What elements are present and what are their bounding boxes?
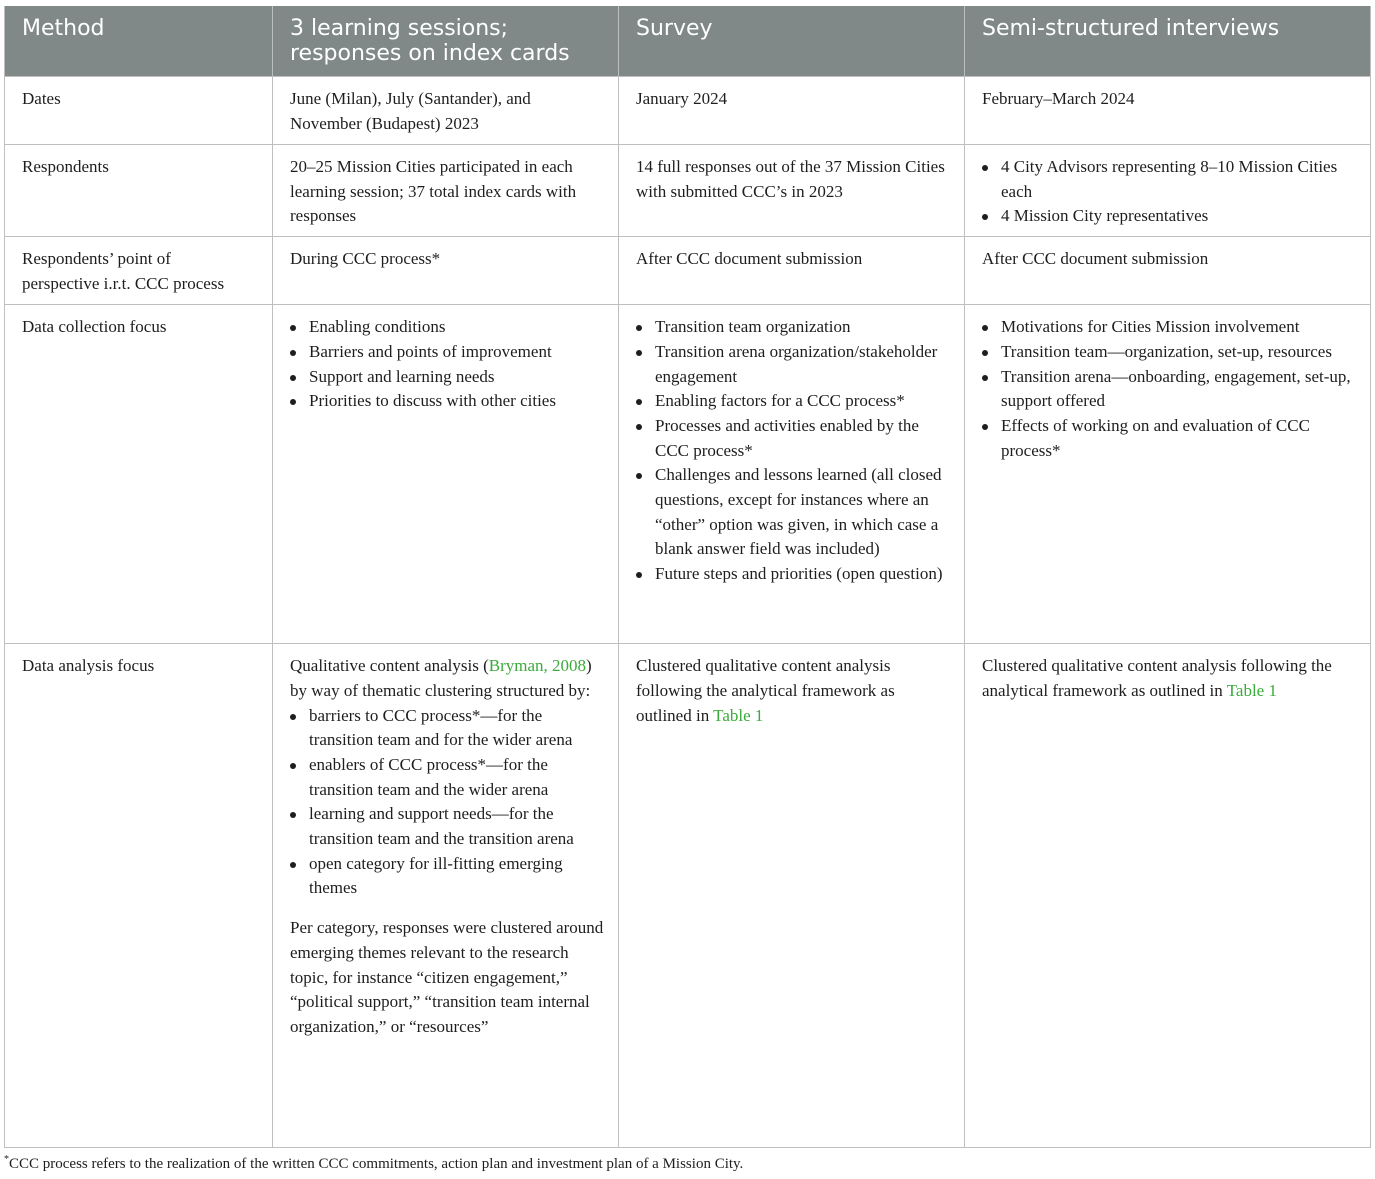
list-item: barriers to CCC process*—for the transition team and for the wider arena <box>290 704 604 753</box>
list-item: enablers of CCC process*—for the transition team and the wider arena <box>290 753 604 802</box>
list-item: Enabling conditions <box>290 315 604 340</box>
cell-collection-interviews <box>965 305 1371 644</box>
table-footnote <box>4 1154 1370 1173</box>
footnote-mark: * <box>4 1154 9 1165</box>
list-item: Transition arena—onboarding, engagement, set-up, support offered <box>982 365 1356 414</box>
row-label-perspective <box>5 237 273 305</box>
cell-analysis-survey <box>619 644 965 1148</box>
list-item: 4 Mission City representatives <box>982 204 1356 229</box>
table-row-respondents <box>5 145 1371 237</box>
cell-collection-learning <box>273 305 619 644</box>
cell-perspective-learning: During CCC process* <box>273 237 619 305</box>
header-learning-sessions <box>273 6 619 77</box>
table-row-collection <box>5 305 1371 644</box>
cell-dates-learning: June (Milan), July (Santander), and November (Budapest) 2023 <box>273 77 619 145</box>
cell-analysis-learning <box>273 644 619 1148</box>
row-label-respondents: Respondents <box>5 145 273 237</box>
table-row-analysis <box>5 644 1371 1148</box>
list-item: Enabling factors for a CCC process* <box>636 389 950 414</box>
analysis-intro-text-end: ) by way of thematic clustering structured by: <box>290 656 592 700</box>
list-item: Priorities to discuss with other cities <box>290 389 604 414</box>
table-row-dates <box>5 77 1371 145</box>
row-label-perspective-line2: perspective i.r.t. CCC process <box>22 273 225 293</box>
citation-link-bryman[interactable]: Bryman, 2008 <box>488 656 587 676</box>
cell-dates-interviews: February–March 2024 <box>965 77 1371 145</box>
cell-dates-survey: January 2024 <box>619 77 965 145</box>
header-survey: Survey <box>619 6 965 77</box>
header-interviews: Semi-structured interviews <box>965 6 1371 77</box>
analysis-learning-intro <box>290 654 604 703</box>
cell-respondents-learning: 20–25 Mission Cities participated in each learning session; 37 total index cards with responses <box>273 145 619 237</box>
table-header-row <box>5 6 1371 77</box>
table-1-link[interactable]: Table 1 <box>1226 680 1277 700</box>
respondents-interviews-list <box>982 155 1356 229</box>
methods-table <box>4 6 1371 1148</box>
list-item: Challenges and lessons learned (all closed questions, except for instances where an “other” option was given, in which case a blank answer field was included) <box>636 463 950 562</box>
collection-learning-list <box>290 315 604 414</box>
cell-analysis-interviews <box>965 644 1371 1148</box>
list-item: Transition team organization <box>636 315 950 340</box>
list-item: Transition team—organization, set-up, resources <box>982 340 1356 365</box>
list-item: Motivations for Cities Mission involvement <box>982 315 1356 340</box>
list-item: Support and learning needs <box>290 365 604 390</box>
list-item: Transition arena organization/stakeholder engagement <box>636 340 950 389</box>
analysis-learning-outro: Per category, responses were clustered around emerging themes relevant to the research topic, for instance “citizen engagement,” “political support,” “transition team internal organization,” or “resources” <box>290 918 604 1036</box>
collection-interviews-list <box>982 315 1356 463</box>
cell-respondents-interviews <box>965 145 1371 237</box>
header-method: Method <box>5 6 273 77</box>
table-row-perspective <box>5 237 1371 305</box>
cell-perspective-interviews: After CCC document submission <box>965 237 1371 305</box>
footnote-text: CCC process refers to the realization of the written CCC commitments, action plan and investment plan of a Mission City. <box>9 1156 744 1172</box>
header-learning-line2: responses on index cards <box>290 41 570 66</box>
analysis-intro-text: Qualitative content analysis ( <box>290 656 489 676</box>
cell-perspective-survey: After CCC document submission <box>619 237 965 305</box>
table-1-link[interactable]: Table 1 <box>713 705 764 725</box>
list-item: Barriers and points of improvement <box>290 340 604 365</box>
cell-collection-survey <box>619 305 965 644</box>
cell-respondents-survey: 14 full responses out of the 37 Mission Cities with submitted CCC’s in 2023 <box>619 145 965 237</box>
list-item: open category for ill-fitting emerging themes <box>290 852 604 901</box>
row-label-analysis: Data analysis focus <box>5 644 273 1148</box>
analysis-survey-text: Clustered qualitative content analysis following the analytical framework as outlined in <box>636 656 895 725</box>
list-item: 4 City Advisors representing 8–10 Mission Cities each <box>982 155 1356 204</box>
analysis-learning-list <box>290 704 604 902</box>
list-item: learning and support needs—for the transition team and the transition arena <box>290 802 604 851</box>
list-item: Future steps and priorities (open question) <box>636 562 950 587</box>
list-item: Effects of working on and evaluation of CCC process* <box>982 414 1356 463</box>
row-label-dates: Dates <box>5 77 273 145</box>
row-label-perspective-line1: Respondents’ point of <box>22 249 171 269</box>
collection-survey-list <box>636 315 950 587</box>
header-learning-line1: 3 learning sessions; <box>290 16 509 41</box>
row-label-collection: Data collection focus <box>5 305 273 644</box>
list-item: Processes and activities enabled by the CCC process* <box>636 414 950 463</box>
analysis-interviews-text: Clustered qualitative content analysis following the analytical framework as outlined in <box>982 656 1332 700</box>
